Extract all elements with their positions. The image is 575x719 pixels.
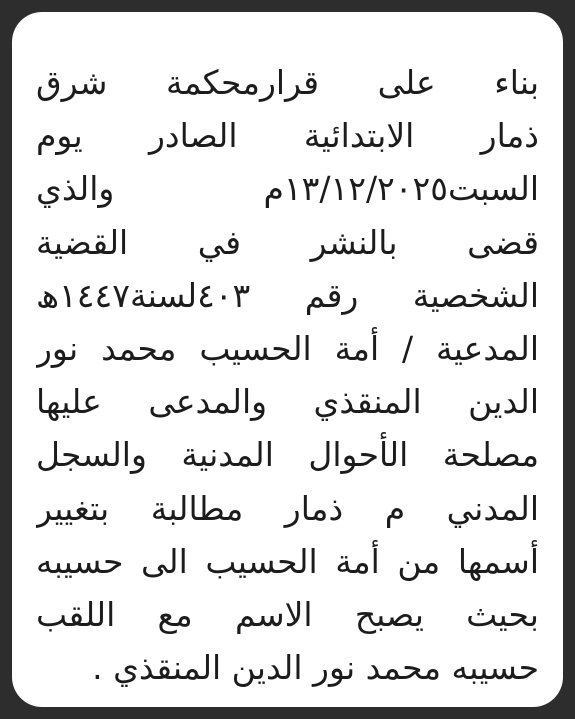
notice-body [36, 56, 539, 694]
notice-line: المدعية / أمة الحسيب محمد نور [36, 328, 539, 368]
notice-line: السبت١٣/١٢/٢٠٢٥م والذي [36, 169, 539, 209]
notice-line: ذمار الابتدائية الصادر يوم [36, 116, 539, 156]
notice-line: المدني م ذمار مطالبة بتغيير [36, 488, 539, 528]
notice-card [12, 12, 563, 707]
notice-line: أسمها من أمة الحسيب الى حسيبه [36, 541, 539, 581]
notice-line: حسيبه محمد نور الدين المنقذي . [92, 648, 539, 688]
notice-line: قضى بالنشر في القضية [36, 222, 539, 262]
notice-line: الشخصية رقم ٤٠٣لسنة١٤٤٧ﮪ [36, 275, 539, 315]
notice-line: الدين المنقذي والمدعى عليها [36, 382, 539, 422]
notice-line: بناء على قرارمحكمة شرق [36, 63, 539, 102]
notice-line: بحيث يصبح الاسم مع اللقب [36, 594, 539, 634]
notice-line: مصلحة الأحوال المدنية والسجل [36, 435, 539, 475]
